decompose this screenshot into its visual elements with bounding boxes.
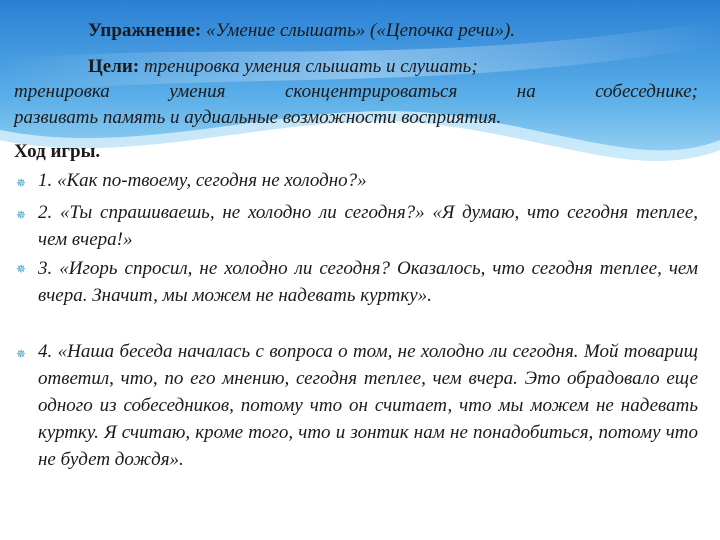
goals-label: Цели: bbox=[88, 56, 140, 77]
game-heading: Ход игры. bbox=[14, 141, 101, 162]
bullet-star-icon: ✵ bbox=[16, 208, 27, 222]
bullet-star-icon: ✵ bbox=[16, 176, 27, 190]
game-item-1: 1. «Как по-твоему, сегодня не холодно?» bbox=[38, 170, 367, 191]
exercise-title: «Умение слышать» («Цепочка речи»). bbox=[205, 20, 516, 41]
goals-line-3: развивать память и аудиальные возможности восприятия. bbox=[14, 107, 502, 128]
game-item-4: 4. «Наша беседа началась с вопроса о том, не холодно ли сегодня. Мой товарищ ответил, что, по его мнению, сегодня теплее, чем вчера. Это обрадовало еще одного из собеседников, потому что он считает, что мы можем не надевать куртку. Я считаю, кроме того, что и зонтик нам не понадобиться, потому что не будет дождя». bbox=[38, 341, 698, 470]
bullet-star-icon: ✵ bbox=[16, 262, 27, 276]
goals-line bbox=[88, 56, 478, 78]
exercise-label: Упражнение: bbox=[88, 20, 202, 41]
game-item-3: 3. «Игорь спросил, не холодно ли сегодня? Оказалось, что сегодня теплее, чем вчера. Значит, мы можем не надевать куртку». bbox=[38, 258, 698, 306]
bullet-star-icon: ✵ bbox=[16, 347, 27, 361]
game-item-2: 2. «Ты спрашиваешь, не холодно ли сегодня?» «Я думаю, что сегодня теплее, чем вчера!» bbox=[38, 202, 698, 250]
goals-line-1: тренировка умения слышать и слушать; bbox=[143, 56, 478, 77]
exercise-line bbox=[88, 20, 515, 42]
goals-line-2: тренировка умения сконцентрироваться на собеседнике; bbox=[14, 81, 698, 102]
